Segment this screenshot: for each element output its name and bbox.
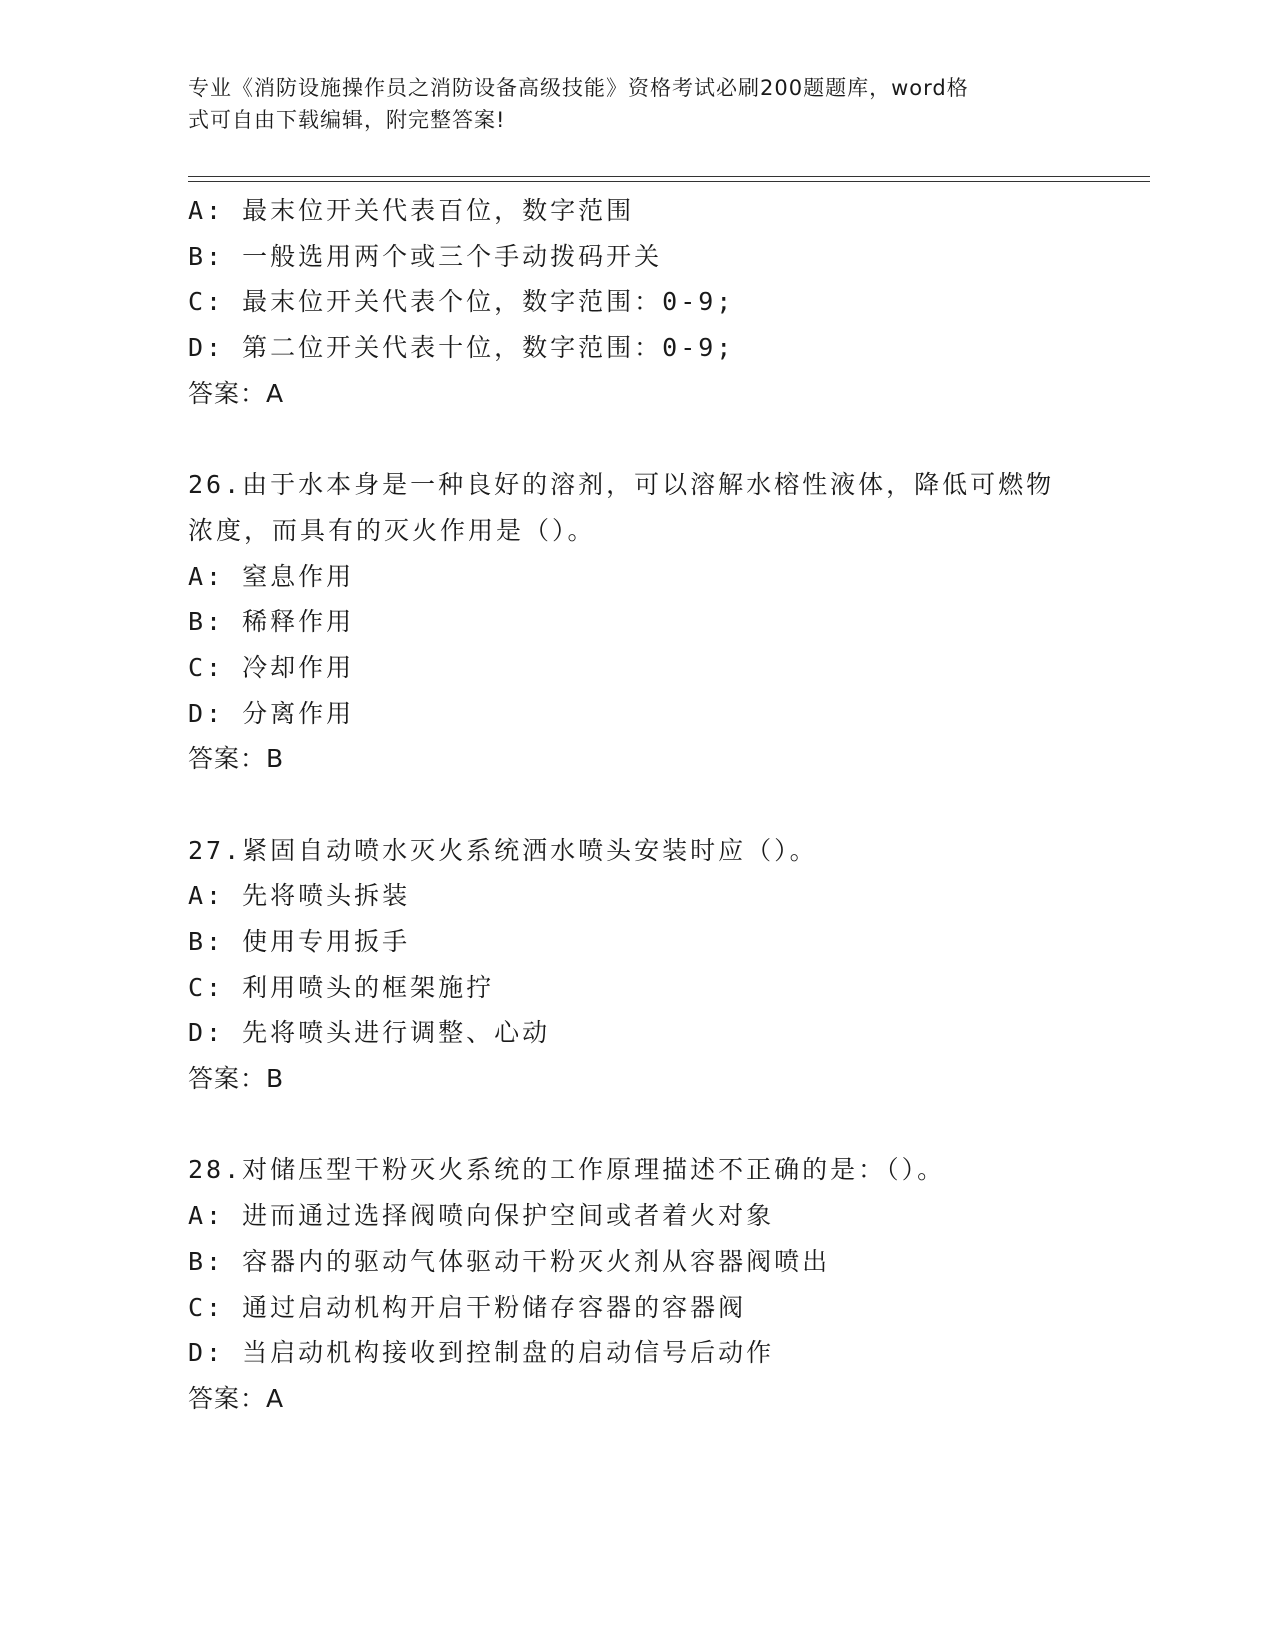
option-a: A: 窒息作用: [188, 561, 355, 591]
answer: 答案：B: [188, 744, 285, 774]
question-28: [188, 1147, 1088, 1421]
option-c: C: 通过启动机构开启干粉储存容器的容器阀: [188, 1292, 747, 1322]
option-a: A: 先将喷头拆装: [188, 881, 411, 911]
question-26: [188, 462, 1088, 782]
answer: 答案：B: [188, 1064, 285, 1094]
document-header: [188, 72, 1068, 136]
option-a: A: 进而通过选择阀喷向保护空间或者着火对象: [188, 1201, 775, 1231]
answer: 答案：A: [188, 378, 285, 408]
option-d: D: 当启动机构接收到控制盘的启动信号后动作: [188, 1338, 775, 1368]
option-d: D: 先将喷头进行调整、心动: [188, 1018, 551, 1048]
question-stem-line-1: 26.由于水本身是一种良好的溶剂，可以溶解水榕性液体，降低可燃物: [188, 470, 1055, 500]
spacer: [188, 416, 1088, 462]
option-b: B: 稀释作用: [188, 607, 355, 637]
header-divider-top: [188, 176, 1150, 177]
question-stem-line-1: 27.紧固自动喷水灭火系统洒水喷头安装时应（）。: [188, 835, 818, 865]
question-body: [188, 188, 1088, 1422]
option-d: D: 分离作用: [188, 698, 355, 728]
option-b: B: 一般选用两个或三个手动拨码开关: [188, 241, 663, 271]
spacer: [188, 782, 1088, 828]
option-c: C: 最末位开关代表个位，数字范围：0-9;: [188, 287, 735, 317]
answer: 答案：A: [188, 1383, 285, 1413]
option-c: C: 冷却作用: [188, 652, 355, 682]
option-a: A: 最末位开关代表百位，数字范围: [188, 196, 635, 225]
header-divider-bottom: [188, 181, 1150, 182]
question-25: [188, 188, 1088, 416]
option-c: C: 利用喷头的框架施拧: [188, 972, 495, 1002]
question-27: [188, 828, 1088, 1102]
question-stem-line-1: 28.对储压型干粉灭火系统的工作原理描述不正确的是：（）。: [188, 1155, 946, 1185]
option-b: B: 使用专用扳手: [188, 927, 411, 956]
header-line-2: 式可自由下载编辑，附完整答案!: [188, 108, 506, 132]
spacer: [188, 1102, 1088, 1148]
question-stem-line-2: 浓度，而具有的灭火作用是（）。: [188, 515, 596, 545]
option-d: D: 第二位开关代表十位，数字范围：0-9;: [188, 333, 735, 363]
option-b: B: 容器内的驱动气体驱动干粉灭火剂从容器阀喷出: [188, 1246, 831, 1276]
header-line-1: 专业《消防设施操作员之消防设备高级技能》资格考试必刷200题题库，word格: [188, 76, 969, 100]
